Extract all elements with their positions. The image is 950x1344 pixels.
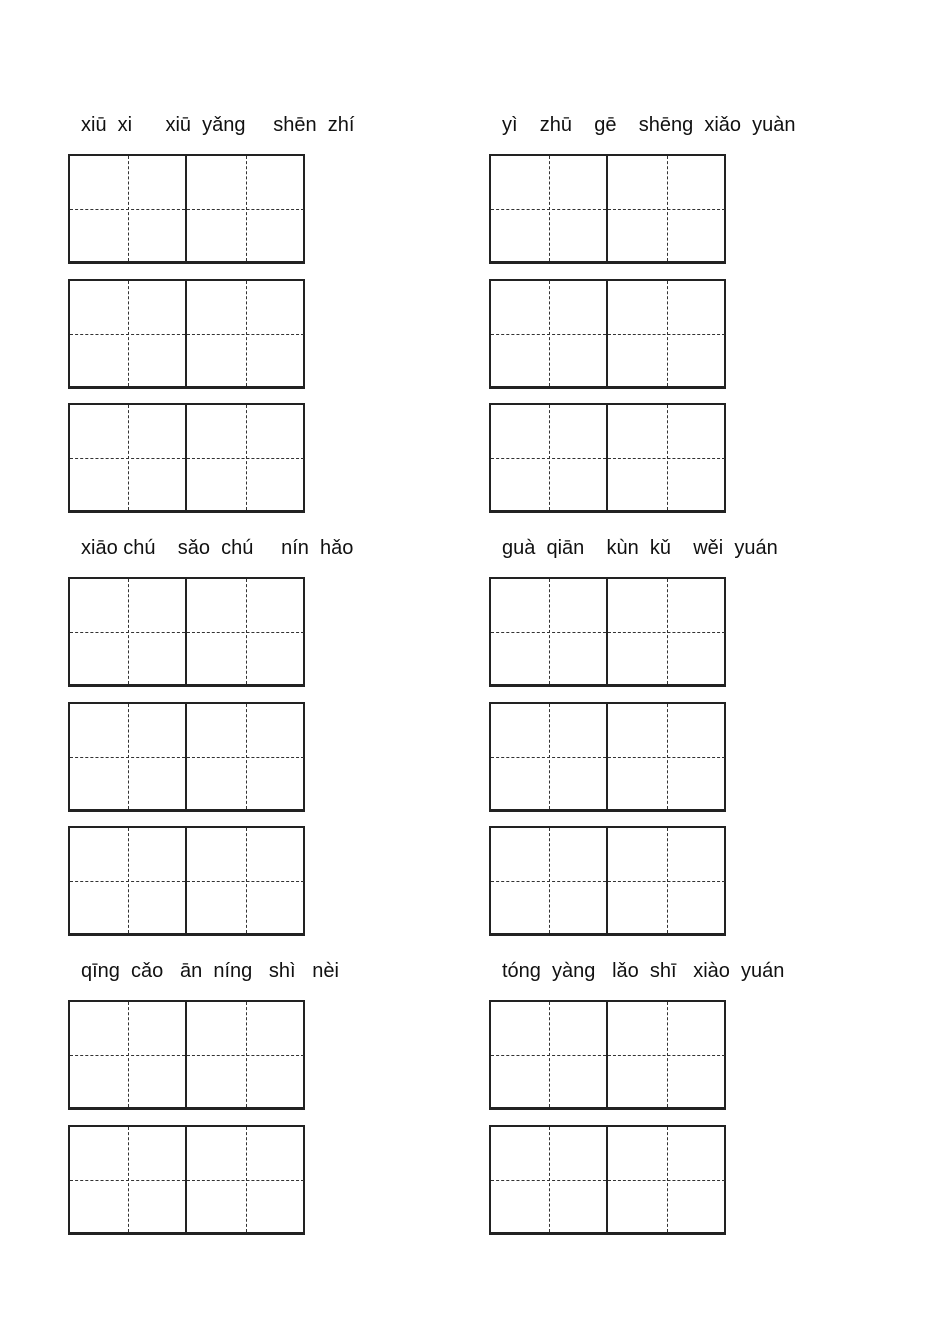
writing-cell[interactable]	[491, 1127, 608, 1232]
cell-horizontal-guide	[491, 632, 606, 633]
writing-cell[interactable]	[608, 1127, 725, 1232]
writing-cell[interactable]	[70, 156, 187, 261]
writing-cell[interactable]	[187, 1127, 304, 1232]
writing-cell[interactable]	[70, 1002, 187, 1107]
writing-cell[interactable]	[491, 828, 608, 933]
writing-grid-row	[489, 826, 726, 936]
cell-horizontal-guide	[187, 757, 304, 758]
cell-horizontal-guide	[491, 1180, 606, 1181]
pinyin-prompt: guà qiān kùn kǔ wěi yuán	[502, 537, 778, 559]
cell-horizontal-guide	[70, 1055, 185, 1056]
writing-grid-row	[68, 279, 305, 389]
pinyin-prompt: xiāo chú sǎo chú nín hǎo	[81, 537, 354, 559]
cell-horizontal-guide	[70, 632, 185, 633]
cell-horizontal-guide	[187, 209, 304, 210]
writing-grid-row	[489, 1000, 726, 1110]
writing-cell[interactable]	[491, 579, 608, 684]
writing-grid-row	[489, 403, 726, 513]
cell-horizontal-guide	[187, 1180, 304, 1181]
writing-cell[interactable]	[187, 1002, 304, 1107]
writing-cell[interactable]	[491, 405, 608, 510]
cell-horizontal-guide	[608, 1180, 725, 1181]
cell-horizontal-guide	[491, 881, 606, 882]
cell-horizontal-guide	[491, 458, 606, 459]
writing-cell[interactable]	[187, 704, 304, 809]
writing-grid-row	[489, 279, 726, 389]
writing-cell[interactable]	[70, 704, 187, 809]
writing-cell[interactable]	[608, 704, 725, 809]
cell-horizontal-guide	[187, 458, 304, 459]
writing-cell[interactable]	[491, 704, 608, 809]
writing-grid-row	[68, 154, 305, 264]
writing-cell[interactable]	[187, 156, 304, 261]
cell-horizontal-guide	[187, 1055, 304, 1056]
writing-cell[interactable]	[70, 828, 187, 933]
writing-grid-row	[68, 826, 305, 936]
cell-horizontal-guide	[70, 881, 185, 882]
writing-grid-row	[489, 1125, 726, 1235]
writing-grid-row	[489, 154, 726, 264]
cell-horizontal-guide	[608, 334, 725, 335]
writing-grid-row	[68, 702, 305, 812]
writing-cell[interactable]	[608, 828, 725, 933]
writing-cell[interactable]	[608, 579, 725, 684]
writing-grid-row	[68, 1000, 305, 1110]
writing-cell[interactable]	[187, 579, 304, 684]
writing-grid-row	[68, 403, 305, 513]
writing-cell[interactable]	[187, 828, 304, 933]
writing-cell[interactable]	[491, 1002, 608, 1107]
writing-cell[interactable]	[70, 579, 187, 684]
writing-grid-row	[68, 577, 305, 687]
writing-cell[interactable]	[70, 281, 187, 386]
writing-cell[interactable]	[187, 281, 304, 386]
writing-cell[interactable]	[70, 1127, 187, 1232]
cell-horizontal-guide	[491, 757, 606, 758]
cell-horizontal-guide	[187, 334, 304, 335]
writing-grid-row	[68, 1125, 305, 1235]
cell-horizontal-guide	[608, 757, 725, 758]
cell-horizontal-guide	[70, 458, 185, 459]
cell-horizontal-guide	[70, 1180, 185, 1181]
writing-cell[interactable]	[491, 156, 608, 261]
cell-horizontal-guide	[608, 209, 725, 210]
writing-cell[interactable]	[70, 405, 187, 510]
cell-horizontal-guide	[491, 209, 606, 210]
cell-horizontal-guide	[608, 458, 725, 459]
writing-grid-row	[489, 577, 726, 687]
writing-cell[interactable]	[608, 281, 725, 386]
cell-horizontal-guide	[70, 757, 185, 758]
cell-horizontal-guide	[70, 209, 185, 210]
writing-cell[interactable]	[608, 156, 725, 261]
pinyin-prompt: yì zhū gē shēng xiǎo yuàn	[502, 114, 796, 136]
cell-horizontal-guide	[608, 1055, 725, 1056]
writing-cell[interactable]	[608, 405, 725, 510]
pinyin-prompt: tóng yàng lǎo shī xiào yuán	[502, 960, 785, 982]
writing-grid-row	[489, 702, 726, 812]
writing-cell[interactable]	[187, 405, 304, 510]
cell-horizontal-guide	[491, 1055, 606, 1056]
cell-horizontal-guide	[70, 334, 185, 335]
cell-horizontal-guide	[187, 881, 304, 882]
cell-horizontal-guide	[608, 881, 725, 882]
cell-horizontal-guide	[187, 632, 304, 633]
pinyin-prompt: qīng cǎo ān níng shì nèi	[81, 960, 339, 982]
writing-cell[interactable]	[608, 1002, 725, 1107]
cell-horizontal-guide	[608, 632, 725, 633]
writing-cell[interactable]	[491, 281, 608, 386]
pinyin-prompt: xiū xi xiū yǎng shēn zhí	[81, 114, 355, 136]
cell-horizontal-guide	[491, 334, 606, 335]
